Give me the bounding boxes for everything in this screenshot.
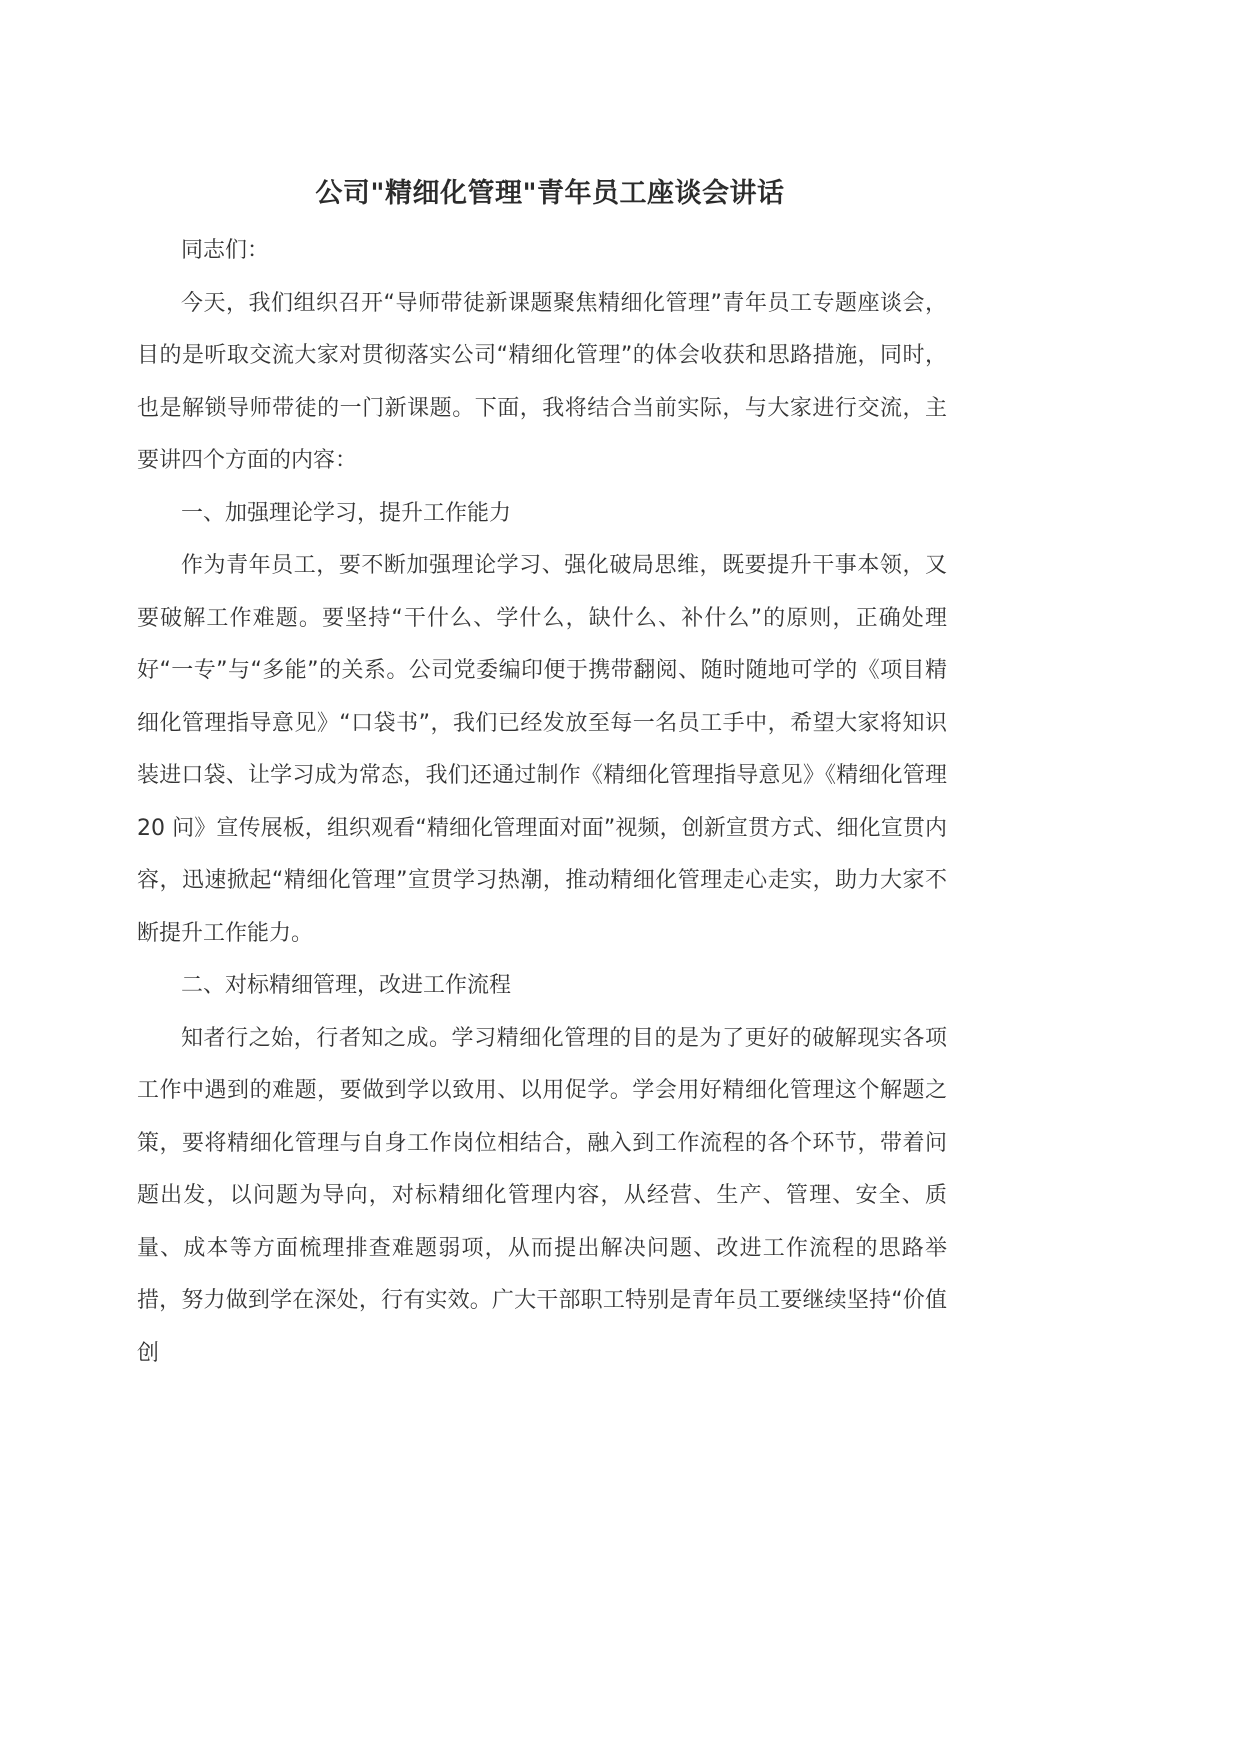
document-title: 公司"精细化管理"青年员工座谈会讲话 — [315, 178, 785, 209]
document-body — [137, 225, 947, 1380]
intro-paragraph: 今天，我们组织召开“导师带徒新课题聚焦精细化管理”青年员工专题座谈会，目的是听取交流大家对贯彻落实公司“精细化管理”的体会收获和思路措施，同时，也是解锁导师带徒的一门新课题。下面，我将结合当前实际，与大家进行交流，主要讲四个方面的内容： — [137, 290, 947, 473]
salutation: 同志们： — [181, 238, 270, 263]
section-heading-1: 一、加强理论学习，提升工作能力 — [181, 500, 512, 526]
section-heading-2: 二、对标精细管理，改进工作流程 — [181, 973, 512, 998]
section-2-paragraph: 知者行之始，行者知之成。学习精细化管理的目的是为了更好的破解现实各项工作中遇到的难题，要做到学以致用、以用促学。学会用好精细化管理这个解题之策，要将精细化管理与自身工作岗位相结合，融入到工作流程的各个环节，带着问题出发，以问题为导向，对标精细化管理内容，从经营、生产、管理、安全、质量、成本等方面梳理排查难题弱项，从而提出解决问题、改进工作流程的思路举措，努力做到学在深处，行有实效。广大干部职工特别是青年员工要继续坚持“价值创 — [137, 1025, 947, 1366]
section-1-paragraph: 作为青年员工，要不断加强理论学习、强化破局思维，既要提升干事本领，又要破解工作难题。要坚持“干什么、学什么，缺什么、补什么”的原则，正确处理好“一专”与“多能”的关系。公司党委编印便于携带翻阅、随时随地可学的《项目精细化管理指导意见》“口袋书”，我们已经发放至每一名员工手中，希望大家将知识装进口袋、让学习成为常态，我们还通过制作《精细化管理指导意见》《精细化管理 20 问》宣传展板，组织观看“精细化管理面对面”视频，创新宣贯方式、细化宣贯内容，迅速掀起“精细化管理”宣贯学习热潮，推动精细化管理走心走实，助力大家不断提升工作能力。 — [137, 553, 947, 946]
